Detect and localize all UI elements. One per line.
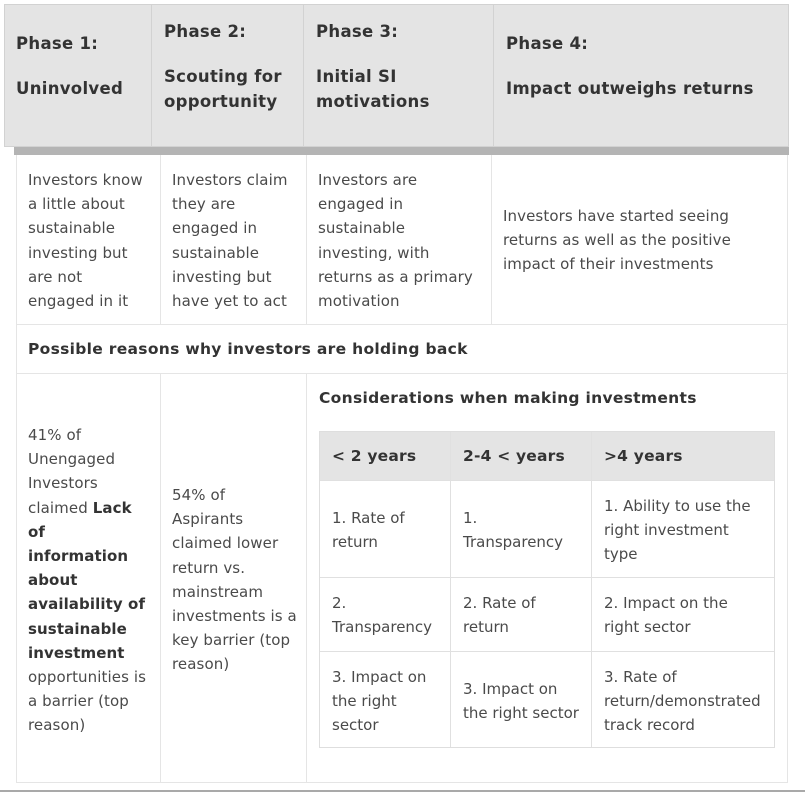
bold-text: availability of [28,595,146,614]
divider [320,480,774,481]
text-line: right sector [604,618,691,637]
reasons-title: Possible reasons why investors are holding back [28,340,468,358]
cell-r3-c1 [332,665,426,738]
text-line: Investors claim [172,171,288,189]
text-line: 41% of [28,426,82,444]
text-line: 2. Impact on the [604,594,728,612]
cell-r3-c3 [604,665,761,738]
text-line: Investors have started seeing [503,207,730,225]
aspirants-reason [172,483,297,677]
phase-3-description [318,168,473,313]
bold-text: about [28,571,78,590]
text-line: Investors are [318,171,418,189]
phase-header-row [4,4,789,147]
text-line: investing but [172,267,272,286]
text-line: right investment [604,521,729,540]
text-line: returns as a primary [318,267,473,286]
unengaged-reason [28,423,146,738]
text-line: engaged in [318,195,404,214]
cell-r3-c2 [463,677,579,725]
divider [16,373,788,374]
text-line: Transparency [332,618,433,637]
divider [320,577,774,578]
text-line: the right sector [463,704,579,723]
text-line: Investors know [28,171,143,189]
divider [306,373,307,783]
bold-text: of [28,522,46,541]
text-line: 1. Rate of [332,509,405,527]
phase-4-title: Phase 4: [506,34,589,53]
bold-text: information [28,547,129,566]
considerations-title: Considerations when making investments [319,389,697,407]
phase-1-description [28,168,143,313]
text-line: claimed lower [172,534,279,553]
text-line: sustainable [172,243,260,262]
text-line: reason) [28,716,86,735]
phase-1-title: Phase 1: [16,34,99,53]
text-line: are not [28,267,83,286]
text-line: engaged in it [28,292,129,311]
considerations-table [319,431,775,748]
text-line: Investors [28,474,98,493]
phase-3-header [304,5,494,146]
phase-2-spacer [164,44,282,64]
text-line: key barrier (top [172,631,291,650]
divider [320,651,774,652]
text-line: sector [332,716,379,735]
phase-4-spacer [506,56,754,76]
text-line: opportunities is [28,668,147,687]
phase-2-title: Phase 2: [164,22,247,41]
text-line: investing but [28,243,128,262]
cell-r1-c1 [332,506,405,554]
text-line [28,496,146,520]
text-line: Transparency [463,533,564,552]
text-line: 1. Ability to use the [604,497,751,515]
phase-2-description [172,168,288,313]
cell-r2-c3 [604,591,728,639]
divider [306,155,307,324]
phase-1-subtitle: Uninvolved [16,79,124,98]
text-line: a barrier (top [28,692,129,711]
text-line: sustainable [318,219,406,238]
text-line: return [332,533,378,552]
text-line: impact of their investments [503,255,714,274]
text-line: engaged in [172,219,258,238]
bold-text: sustainable [28,619,127,638]
text-line: a little about [28,195,125,214]
text-line: return/demonstrated [604,692,761,711]
text-line: 1. [463,509,478,527]
text-line: 54% of [172,486,226,504]
text-line: 2. [332,594,347,612]
phase-4-description [503,204,731,277]
text-line: 3. Impact on [332,668,427,686]
text-line: type [604,545,638,564]
divider [16,324,788,325]
text-line: mainstream [172,582,264,601]
cell-r2-c1 [332,591,432,639]
text-line: return [463,618,509,637]
phase-1-spacer [16,56,123,76]
header-under-2-years: < 2 years [332,447,417,465]
cell-r1-c3 [604,494,751,567]
bold-text: Lack [92,498,132,517]
text-line: sustainable [28,219,116,238]
text-line: 3. Impact on [463,680,558,698]
text-line: have yet to act [172,292,287,311]
header-2-4-years: 2-4 < years [463,447,565,465]
phase-4-subtitle: Impact outweighs returns [506,79,754,98]
phase-2-subtitle-line1: Scouting for [164,67,282,86]
page-bottom-rule [0,790,805,792]
text-line: Aspirants [172,510,244,529]
header-divider [14,147,789,155]
text-line: investing, with [318,243,430,262]
text-line: investments is a [172,607,297,626]
cell-r1-c2 [463,506,563,554]
divider [160,155,161,324]
text-line: 3. Rate of [604,668,677,686]
phase-3-title: Phase 3: [316,22,399,41]
text-line: track record [604,716,695,735]
phase-1-header [5,5,152,146]
phase-3-spacer [316,44,430,64]
phase-2-subtitle-line2: opportunity [164,92,278,111]
text-line: Unengaged [28,450,116,469]
cell-r2-c2 [463,591,536,639]
phase-4-header [494,5,788,146]
text-line: reason) [172,655,230,674]
text-line: return vs. [172,558,246,577]
phase-3-subtitle-line1: Initial SI [316,67,397,86]
header-over-4-years: >4 years [604,447,683,465]
text-line: 2. Rate of [463,594,536,612]
divider [160,373,161,783]
phase-3-subtitle-line2: motivations [316,92,430,111]
text-line: the right [332,692,397,711]
text-line: motivation [318,292,400,311]
text-line: they are [172,195,236,214]
text-span: claimed [28,498,93,517]
divider [491,155,492,324]
bold-text: investment [28,643,125,662]
phase-2-header [152,5,304,146]
text-line: returns as well as the positive [503,231,731,250]
